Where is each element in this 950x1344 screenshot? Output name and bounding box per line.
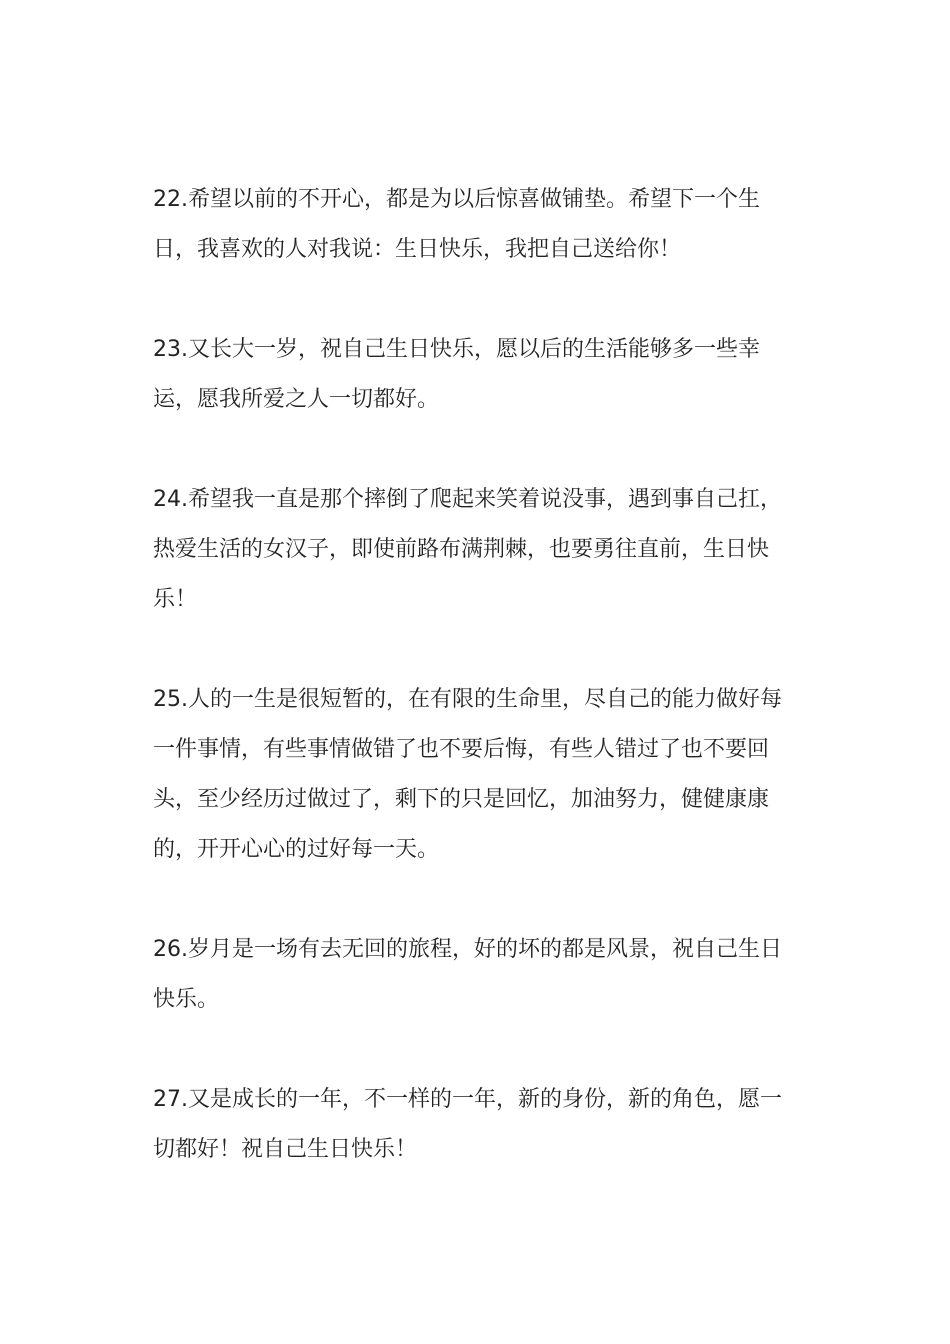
document-body [153,175,801,1225]
paragraph-25: 25.人的一生是很短暂的，在有限的生命里，尽自己的能力做好每一件事情，有些事情做错了也不要后悔，有些人错过了也不要回头，至少经历过做过了，剩下的只是回忆，加油努力，健健康康的，开开心心的过好每一天。 [153,687,782,862]
paragraph-24: 24.希望我一直是那个摔倒了爬起来笑着说没事，遇到事自己扛，热爱生活的女汉子，即使前路布满荆棘，也要勇往直前，生日快乐！ [153,487,782,612]
paragraph-26: 26.岁月是一场有去无回的旅程，好的坏的都是风景，祝自己生日快乐。 [153,937,782,1012]
paragraph-27: 27.又是成长的一年，不一样的一年，新的身份，新的角色，愿一切都好！祝自己生日快乐！ [153,1087,782,1162]
paragraph-23: 23.又长大一岁，祝自己生日快乐，愿以后的生活能够多一些幸运，愿我所爱之人一切都好。 [153,337,760,412]
paragraph-22: 22.希望以前的不开心，都是为以后惊喜做铺垫。希望下一个生日，我喜欢的人对我说：生日快乐，我把自己送给你！ [153,187,760,262]
